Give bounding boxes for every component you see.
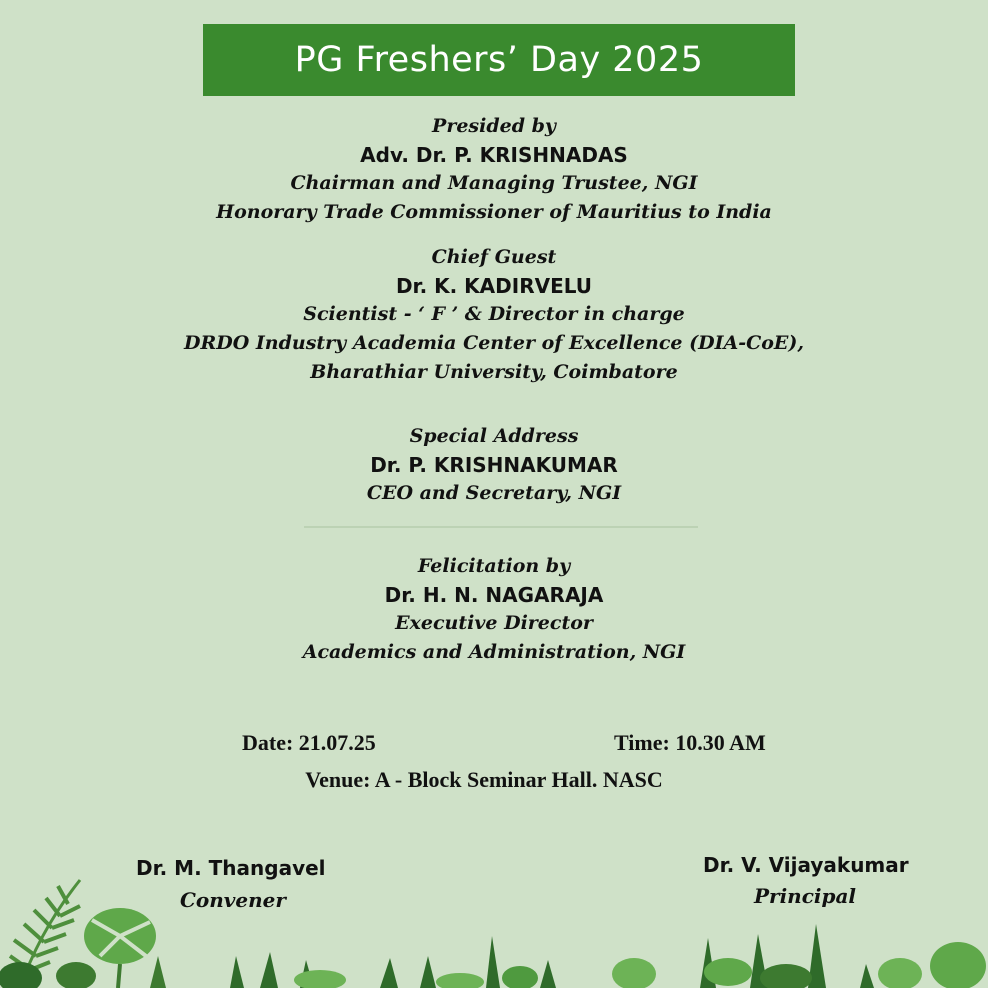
- chief-guest-line-3: Bharathiar University, Coimbatore: [310, 361, 678, 383]
- title-banner: [203, 24, 795, 96]
- felicitation-line-2: Academics and Administration, NGI: [302, 641, 686, 663]
- presided-line-1: Chairman and Managing Trustee, NGI: [290, 172, 698, 194]
- convener-role: Convener: [180, 888, 286, 912]
- special-address-line-1: CEO and Secretary, NGI: [366, 482, 622, 504]
- leaf-cluster-icon: [0, 956, 166, 988]
- convener-name: Dr. M. Thangavel: [136, 856, 326, 880]
- presided-line-2: Honorary Trade Commissioner of Mauritius to India: [216, 201, 772, 223]
- principal-name: Dr. V. Vijayakumar: [703, 853, 909, 877]
- presided-section: [0, 112, 988, 227]
- felicitation-section: [0, 552, 988, 667]
- special-address-role: Special Address: [409, 425, 579, 447]
- special-address-section: [0, 422, 988, 508]
- event-title: PG Freshers’ Day 2025: [294, 40, 704, 80]
- chief-guest-section: [0, 243, 988, 387]
- presided-name: Adv. Dr. P. KRISHNADAS: [360, 143, 628, 167]
- chief-guest-line-2: DRDO Industry Academia Center of Excellence (DIA-CoE),: [183, 332, 804, 354]
- felicitation-line-1: Executive Director: [395, 612, 593, 634]
- chief-guest-name: Dr. K. KADIRVELU: [395, 274, 593, 298]
- felicitation-role: Felicitation by: [417, 555, 571, 577]
- special-address-name: Dr. P. KRISHNAKUMAR: [370, 453, 618, 477]
- event-venue: Venue: A - Block Seminar Hall. NASC: [305, 767, 663, 792]
- felicitation-name: Dr. H. N. NAGARAJA: [384, 583, 604, 607]
- light-leaves-icon: [294, 942, 986, 988]
- principal-role: Principal: [754, 884, 857, 908]
- presided-role: Presided by: [432, 115, 556, 137]
- chief-guest-line-1: Scientist - ‘ F ’ & Director in charge: [303, 303, 685, 325]
- event-date: Date: 21.07.25: [242, 730, 376, 755]
- chief-guest-role: Chief Guest: [431, 246, 557, 268]
- foliage-decoration: [0, 860, 988, 988]
- event-time: Time: 10.30 AM: [614, 730, 766, 755]
